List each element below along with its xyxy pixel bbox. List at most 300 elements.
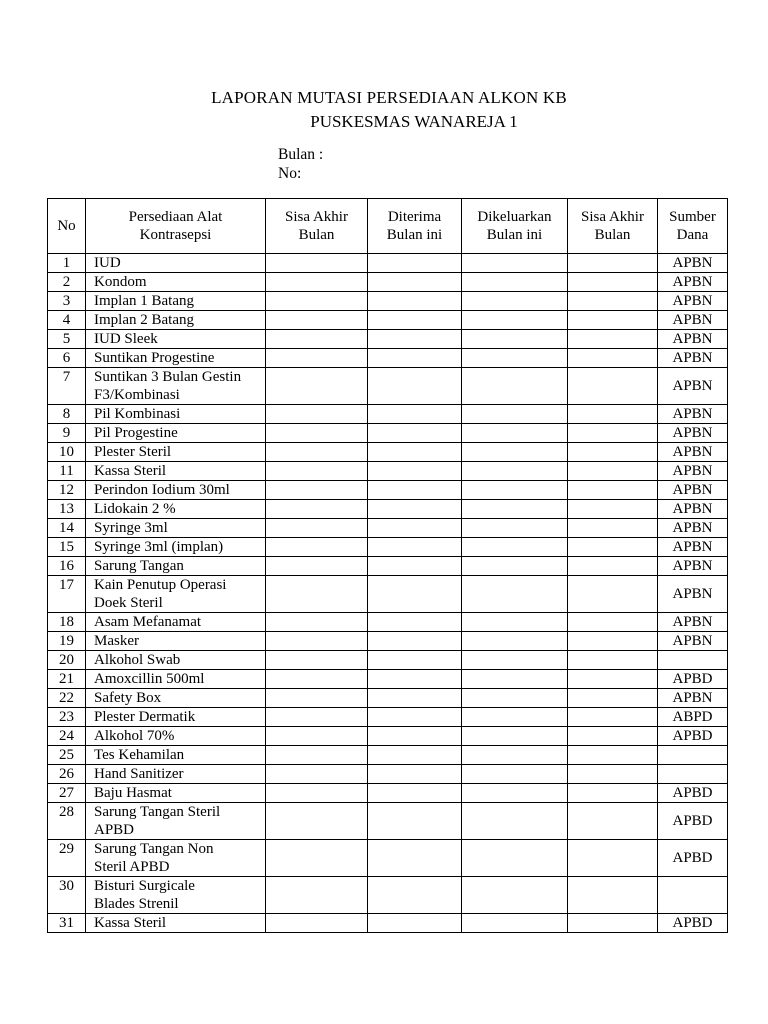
table-row <box>48 708 728 727</box>
row-sisa-awal <box>266 651 368 670</box>
row-number: 14 <box>48 519 86 538</box>
row-number: 22 <box>48 689 86 708</box>
row-item <box>86 877 266 914</box>
row-item <box>86 349 266 368</box>
header-dikeluarkan <box>462 199 568 254</box>
row-diterima <box>368 443 462 462</box>
row-item-line: Perindon Iodium 30ml <box>94 482 230 498</box>
row-diterima <box>368 557 462 576</box>
row-sisa-akhir <box>568 330 658 349</box>
row-diterima <box>368 708 462 727</box>
row-sisa-awal <box>266 462 368 481</box>
row-item-line: APBD <box>94 822 135 838</box>
table-row <box>48 576 728 613</box>
row-diterima <box>368 613 462 632</box>
row-item-line: Steril APBD <box>94 859 170 875</box>
row-sumber-dana: APBD <box>658 670 728 689</box>
row-number: 21 <box>48 670 86 689</box>
row-diterima <box>368 746 462 765</box>
row-sisa-akhir <box>568 424 658 443</box>
row-sumber-dana: APBD <box>658 727 728 746</box>
row-item <box>86 368 266 405</box>
row-item <box>86 613 266 632</box>
row-sisa-akhir <box>568 443 658 462</box>
row-sumber-dana: APBN <box>658 613 728 632</box>
row-sisa-akhir <box>568 292 658 311</box>
row-item <box>86 500 266 519</box>
row-sumber-dana: APBN <box>658 689 728 708</box>
row-number: 5 <box>48 330 86 349</box>
row-dikeluarkan <box>462 292 568 311</box>
row-sisa-awal <box>266 557 368 576</box>
row-sisa-akhir <box>568 914 658 933</box>
inventory-table <box>47 198 728 933</box>
table-row <box>48 349 728 368</box>
header-sisa-awal <box>266 199 368 254</box>
row-number: 10 <box>48 443 86 462</box>
row-number: 30 <box>48 877 86 914</box>
bulan-label: Bulan : <box>278 146 324 163</box>
table-row <box>48 651 728 670</box>
row-dikeluarkan <box>462 877 568 914</box>
row-item-line: Amoxcillin 500ml <box>94 671 205 687</box>
row-sisa-awal <box>266 765 368 784</box>
row-sumber-dana: APBN <box>658 500 728 519</box>
row-dikeluarkan <box>462 481 568 500</box>
row-sumber-dana: ABPD <box>658 708 728 727</box>
row-sisa-awal <box>266 500 368 519</box>
row-sumber-dana: APBN <box>658 443 728 462</box>
row-sumber-dana: APBN <box>658 519 728 538</box>
row-item-line: Doek Steril <box>94 595 163 611</box>
row-item-line: Plester Dermatik <box>94 709 196 725</box>
row-item <box>86 708 266 727</box>
row-sumber-dana: APBN <box>658 311 728 330</box>
row-dikeluarkan <box>462 519 568 538</box>
row-sisa-awal <box>266 443 368 462</box>
row-dikeluarkan <box>462 689 568 708</box>
row-number: 1 <box>48 254 86 273</box>
row-dikeluarkan <box>462 840 568 877</box>
row-dikeluarkan <box>462 254 568 273</box>
row-diterima <box>368 914 462 933</box>
row-sisa-akhir <box>568 689 658 708</box>
row-sisa-akhir <box>568 840 658 877</box>
row-item-line: Sarung Tangan Non <box>94 841 214 857</box>
row-item <box>86 576 266 613</box>
row-sisa-akhir <box>568 746 658 765</box>
table-row <box>48 784 728 803</box>
table-row <box>48 273 728 292</box>
row-item-line: IUD <box>94 255 121 271</box>
row-item-line: F3/Kombinasi <box>94 387 180 403</box>
row-dikeluarkan <box>462 784 568 803</box>
row-item-line: Pil Kombinasi <box>94 406 181 422</box>
row-sisa-awal <box>266 292 368 311</box>
row-diterima <box>368 273 462 292</box>
row-sisa-akhir <box>568 462 658 481</box>
table-row <box>48 538 728 557</box>
row-diterima <box>368 349 462 368</box>
row-diterima <box>368 670 462 689</box>
header-persediaan-line2: Kontrasepsi <box>139 227 212 243</box>
row-sisa-awal <box>266 914 368 933</box>
row-sisa-awal <box>266 746 368 765</box>
row-sisa-akhir <box>568 519 658 538</box>
row-sumber-dana <box>658 765 728 784</box>
row-sisa-awal <box>266 273 368 292</box>
row-number: 13 <box>48 500 86 519</box>
row-sisa-awal <box>266 519 368 538</box>
header-diterima-line2: Bulan ini <box>386 227 443 243</box>
table-row <box>48 840 728 877</box>
row-diterima <box>368 784 462 803</box>
row-number: 23 <box>48 708 86 727</box>
header-persediaan <box>86 199 266 254</box>
table-row <box>48 424 728 443</box>
row-number: 19 <box>48 632 86 651</box>
row-item-line: Hand Sanitizer <box>94 766 184 782</box>
row-sisa-awal <box>266 708 368 727</box>
header-sisa-awal-line1: Sisa Akhir <box>285 209 348 225</box>
table-row <box>48 443 728 462</box>
row-diterima <box>368 877 462 914</box>
row-sisa-awal <box>266 330 368 349</box>
row-sisa-awal <box>266 254 368 273</box>
row-item <box>86 292 266 311</box>
row-item-line: Kondom <box>94 274 147 290</box>
row-sisa-awal <box>266 632 368 651</box>
header-no <box>48 199 86 254</box>
row-dikeluarkan <box>462 368 568 405</box>
row-item-line: Implan 2 Batang <box>94 312 194 328</box>
table-row <box>48 254 728 273</box>
row-sumber-dana: APBD <box>658 840 728 877</box>
row-sumber-dana: APBN <box>658 349 728 368</box>
table-row <box>48 368 728 405</box>
row-sisa-akhir <box>568 765 658 784</box>
row-diterima <box>368 803 462 840</box>
row-item <box>86 273 266 292</box>
row-sisa-akhir <box>568 557 658 576</box>
row-dikeluarkan <box>462 576 568 613</box>
row-sisa-awal <box>266 538 368 557</box>
row-item-line: IUD Sleek <box>94 331 158 347</box>
table-row <box>48 632 728 651</box>
row-sisa-awal <box>266 784 368 803</box>
row-number: 24 <box>48 727 86 746</box>
row-dikeluarkan <box>462 746 568 765</box>
row-sumber-dana: APBN <box>658 576 728 613</box>
row-sisa-akhir <box>568 349 658 368</box>
row-sisa-akhir <box>568 613 658 632</box>
row-item <box>86 632 266 651</box>
table-row <box>48 689 728 708</box>
row-sumber-dana: APBN <box>658 368 728 405</box>
row-sisa-akhir <box>568 273 658 292</box>
row-item-line: Implan 1 Batang <box>94 293 194 309</box>
table-row <box>48 292 728 311</box>
row-sisa-akhir <box>568 576 658 613</box>
row-item-line: Safety Box <box>94 690 162 706</box>
row-item-line: Suntikan 3 Bulan Gestin <box>94 369 242 385</box>
row-sisa-akhir <box>568 727 658 746</box>
table-row <box>48 500 728 519</box>
row-sumber-dana: APBN <box>658 538 728 557</box>
row-number: 16 <box>48 557 86 576</box>
row-diterima <box>368 651 462 670</box>
row-item <box>86 689 266 708</box>
row-item <box>86 746 266 765</box>
row-number: 15 <box>48 538 86 557</box>
row-sumber-dana: APBN <box>658 330 728 349</box>
row-sisa-akhir <box>568 481 658 500</box>
row-item <box>86 727 266 746</box>
row-dikeluarkan <box>462 443 568 462</box>
row-sisa-akhir <box>568 670 658 689</box>
row-item-line: Pil Progestine <box>94 425 178 441</box>
row-item-line: Baju Hasmat <box>94 785 172 801</box>
header-sisa-awal-line2: Bulan <box>298 227 335 243</box>
table-header-row <box>48 199 728 254</box>
header-sisa-akhir-line1: Sisa Akhir <box>581 209 644 225</box>
row-number: 31 <box>48 914 86 933</box>
row-sumber-dana: APBN <box>658 462 728 481</box>
row-diterima <box>368 765 462 784</box>
row-number: 20 <box>48 651 86 670</box>
row-sisa-akhir <box>568 538 658 557</box>
row-item <box>86 914 266 933</box>
row-number: 3 <box>48 292 86 311</box>
table-row <box>48 519 728 538</box>
row-sumber-dana <box>658 746 728 765</box>
row-item <box>86 840 266 877</box>
row-dikeluarkan <box>462 273 568 292</box>
header-sumber-dana-line1: Sumber <box>669 209 716 225</box>
row-number: 8 <box>48 405 86 424</box>
row-item-line: Suntikan Progestine <box>94 350 215 366</box>
row-dikeluarkan <box>462 803 568 840</box>
row-item <box>86 803 266 840</box>
row-diterima <box>368 481 462 500</box>
row-diterima <box>368 840 462 877</box>
row-item-line: Kain Penutup Operasi <box>94 577 227 593</box>
row-sumber-dana: APBN <box>658 481 728 500</box>
table-row <box>48 727 728 746</box>
header-sumber-dana-line2: Dana <box>676 227 709 243</box>
row-dikeluarkan <box>462 651 568 670</box>
row-sumber-dana: APBN <box>658 254 728 273</box>
row-item-line: Tes Kehamilan <box>94 747 185 763</box>
row-item <box>86 330 266 349</box>
row-diterima <box>368 519 462 538</box>
row-sumber-dana <box>658 877 728 914</box>
header-sisa-akhir-line2: Bulan <box>594 227 631 243</box>
row-number: 29 <box>48 840 86 877</box>
row-sisa-awal <box>266 877 368 914</box>
row-sumber-dana: APBN <box>658 405 728 424</box>
row-sisa-awal <box>266 803 368 840</box>
table-row <box>48 765 728 784</box>
row-dikeluarkan <box>462 632 568 651</box>
row-diterima <box>368 632 462 651</box>
no-label: No: <box>278 165 302 182</box>
row-item-line: Plester Steril <box>94 444 172 460</box>
row-diterima <box>368 405 462 424</box>
row-sisa-awal <box>266 689 368 708</box>
row-number: 2 <box>48 273 86 292</box>
row-sumber-dana: APBN <box>658 424 728 443</box>
row-item <box>86 481 266 500</box>
row-item <box>86 651 266 670</box>
row-diterima <box>368 727 462 746</box>
row-sisa-awal <box>266 727 368 746</box>
header-persediaan-line1: Persediaan Alat <box>128 209 223 225</box>
table-row <box>48 670 728 689</box>
row-sisa-akhir <box>568 877 658 914</box>
row-sisa-awal <box>266 481 368 500</box>
header-dikeluarkan-line2: Bulan ini <box>486 227 543 243</box>
row-diterima <box>368 576 462 613</box>
row-dikeluarkan <box>462 765 568 784</box>
row-sumber-dana: APBD <box>658 914 728 933</box>
row-sisa-akhir <box>568 254 658 273</box>
table-row <box>48 746 728 765</box>
table-row <box>48 462 728 481</box>
table-row <box>48 557 728 576</box>
row-sisa-awal <box>266 368 368 405</box>
row-sisa-akhir <box>568 311 658 330</box>
row-item-line: Kassa Steril <box>94 463 167 479</box>
row-item <box>86 424 266 443</box>
row-sumber-dana: APBN <box>658 557 728 576</box>
row-dikeluarkan <box>462 405 568 424</box>
row-item <box>86 311 266 330</box>
row-dikeluarkan <box>462 330 568 349</box>
row-diterima <box>368 330 462 349</box>
row-dikeluarkan <box>462 613 568 632</box>
row-item-line: Masker <box>94 633 139 649</box>
row-sumber-dana: APBD <box>658 784 728 803</box>
header-no-text: No <box>57 218 76 234</box>
row-number: 6 <box>48 349 86 368</box>
row-sisa-akhir <box>568 651 658 670</box>
row-diterima <box>368 254 462 273</box>
row-sumber-dana: APBN <box>658 632 728 651</box>
table-row <box>48 481 728 500</box>
row-number: 7 <box>48 368 86 405</box>
row-item <box>86 784 266 803</box>
row-dikeluarkan <box>462 557 568 576</box>
row-sumber-dana: APBD <box>658 803 728 840</box>
table-row <box>48 405 728 424</box>
row-item-line: Alkohol Swab <box>94 652 181 668</box>
row-sisa-akhir <box>568 803 658 840</box>
row-number: 17 <box>48 576 86 613</box>
row-item-line: Blades Strenil <box>94 896 179 912</box>
row-dikeluarkan <box>462 914 568 933</box>
row-sisa-awal <box>266 670 368 689</box>
row-sisa-akhir <box>568 368 658 405</box>
row-sisa-awal <box>266 405 368 424</box>
row-item-line: Asam Mefanamat <box>94 614 202 630</box>
table-row <box>48 877 728 914</box>
row-item <box>86 462 266 481</box>
row-item <box>86 405 266 424</box>
row-item-line: Sarung Tangan Steril <box>94 804 221 820</box>
row-diterima <box>368 424 462 443</box>
row-item-line: Bisturi Surgicale <box>94 878 195 894</box>
row-item-line: Lidokain 2 % <box>94 501 176 517</box>
row-number: 18 <box>48 613 86 632</box>
row-diterima <box>368 538 462 557</box>
row-item-line: Sarung Tangan <box>94 558 184 574</box>
header-diterima-line1: Diterima <box>387 209 442 225</box>
row-sisa-awal <box>266 311 368 330</box>
row-item-line: Kassa Steril <box>94 915 167 931</box>
row-sumber-dana: APBN <box>658 292 728 311</box>
table-row <box>48 914 728 933</box>
row-item <box>86 557 266 576</box>
row-sumber-dana: APBN <box>658 273 728 292</box>
row-number: 25 <box>48 746 86 765</box>
row-dikeluarkan <box>462 670 568 689</box>
row-sisa-awal <box>266 424 368 443</box>
row-dikeluarkan <box>462 349 568 368</box>
table-row <box>48 803 728 840</box>
row-sisa-awal <box>266 576 368 613</box>
row-number: 26 <box>48 765 86 784</box>
row-sumber-dana <box>658 651 728 670</box>
row-item <box>86 519 266 538</box>
row-item <box>86 538 266 557</box>
row-item <box>86 765 266 784</box>
header-dikeluarkan-line1: Dikeluarkan <box>477 209 552 225</box>
row-item <box>86 670 266 689</box>
row-number: 27 <box>48 784 86 803</box>
row-number: 4 <box>48 311 86 330</box>
row-sisa-awal <box>266 613 368 632</box>
row-item <box>86 443 266 462</box>
row-dikeluarkan <box>462 727 568 746</box>
row-sisa-akhir <box>568 708 658 727</box>
row-dikeluarkan <box>462 708 568 727</box>
table-row <box>48 330 728 349</box>
row-diterima <box>368 311 462 330</box>
row-number: 9 <box>48 424 86 443</box>
row-diterima <box>368 462 462 481</box>
row-sisa-akhir <box>568 405 658 424</box>
row-item <box>86 254 266 273</box>
row-item-line: Syringe 3ml <box>94 520 168 536</box>
row-number: 12 <box>48 481 86 500</box>
report-title: LAPORAN MUTASI PERSEDIAAN ALKON KB <box>211 88 567 107</box>
table-row <box>48 613 728 632</box>
row-sisa-akhir <box>568 784 658 803</box>
header-sumber-dana <box>658 199 728 254</box>
row-diterima <box>368 292 462 311</box>
header-sisa-akhir <box>568 199 658 254</box>
row-dikeluarkan <box>462 500 568 519</box>
row-sisa-akhir <box>568 500 658 519</box>
row-dikeluarkan <box>462 462 568 481</box>
row-diterima <box>368 689 462 708</box>
report-subtitle: PUSKESMAS WANAREJA 1 <box>310 112 518 131</box>
row-dikeluarkan <box>462 424 568 443</box>
row-item-line: Alkohol 70% <box>94 728 175 744</box>
row-sisa-awal <box>266 349 368 368</box>
row-item-line: Syringe 3ml (implan) <box>94 539 224 555</box>
